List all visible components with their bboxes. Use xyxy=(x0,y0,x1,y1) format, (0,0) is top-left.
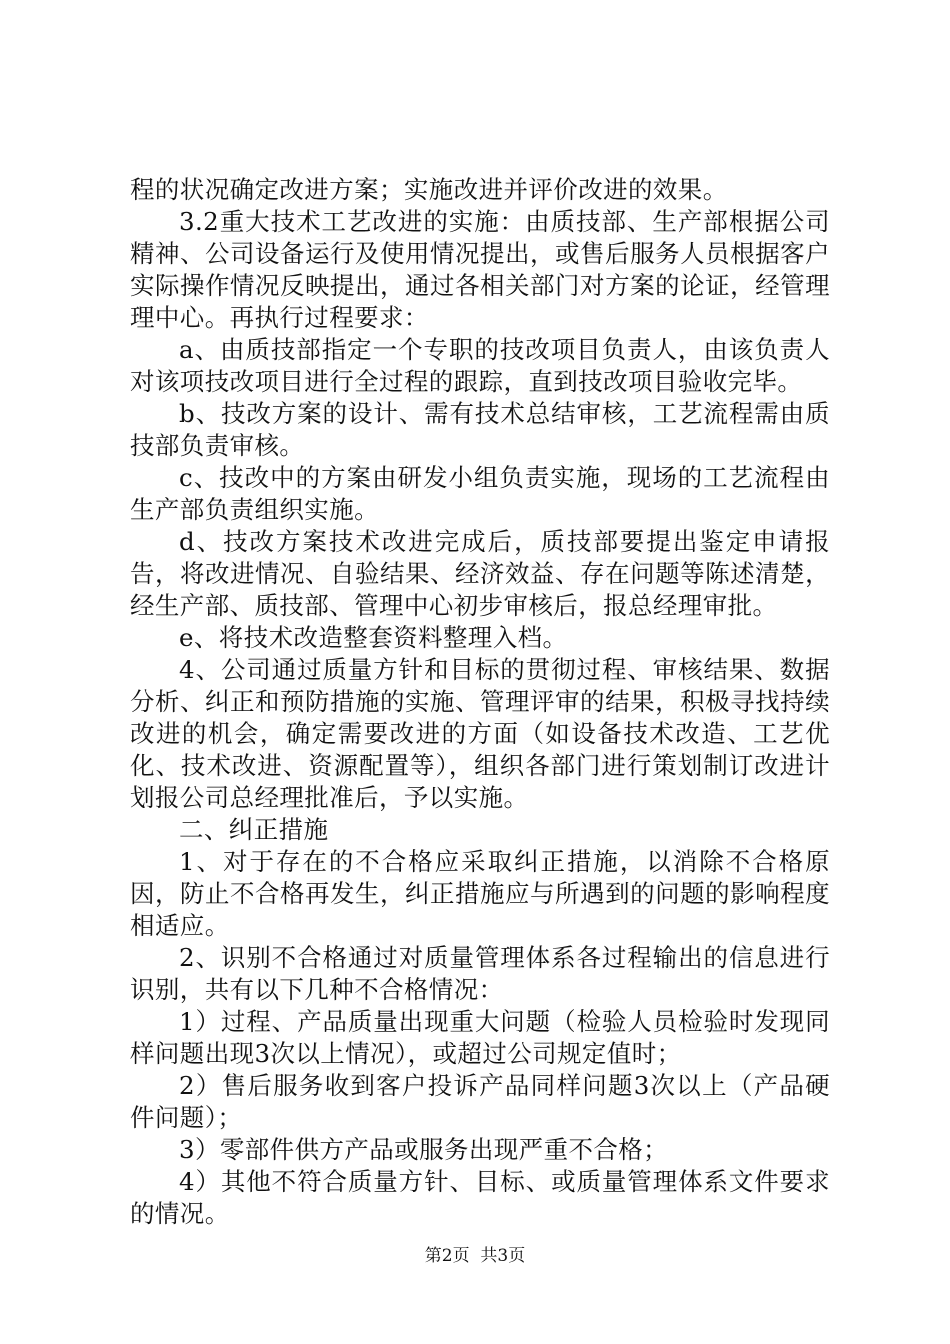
list-item-nonconformity-2: 2）售后服务收到客户投诉产品同样问题3次以上（产品硬件问题）； xyxy=(130,1071,830,1132)
paragraph-3-2-major-improvement: 3.2重大技术工艺改进的实施：由质技部、生产部根据公司精神、公司设备运行及使用情况提出，或售后服务人员根据客户实际操作情况反映提出，通过各相关部门对方案的论证，经管理理中心。再执行过程要求： xyxy=(130,207,830,332)
paragraph-item-c: c、技改中的方案由研发小组负责实施，现场的工艺流程由生产部负责组织实施。 xyxy=(130,463,830,524)
list-item-nonconformity-1: 1）过程、产品质量出现重大问题（检验人员检验时发现同样问题出现3次以上情况），或超过公司规定值时； xyxy=(130,1007,830,1068)
paragraph-item-a: a、由质技部指定一个专职的技改项目负责人，由该负责人对该项技改项目进行全过程的跟踪，直到技改项目验收完毕。 xyxy=(130,335,830,396)
paragraph-4-continuous-improvement: 4、公司通过质量方针和目标的贯彻过程、审核结果、数据分析、纠正和预防措施的实施、管理评审的结果，积极寻找持续改进的机会，确定需要改进的方面（如设备技术改造、工艺优化、技术改进、资源配置等），组织各部门进行策划制订改进计划报公司总经理批准后，予以实施。 xyxy=(130,655,830,812)
section-heading-corrective-actions: 二、纠正措施 xyxy=(179,815,329,844)
paragraph-continuation: 程的状况确定改进方案；实施改进并评价改进的效果。 xyxy=(130,175,728,204)
document-body xyxy=(130,174,830,1230)
paragraph-corrective-2: 2、识别不合格通过对质量管理体系各过程输出的信息进行识别，共有以下几种不合格情况： xyxy=(130,943,830,1004)
page-number-footer: 第2页 共3页 xyxy=(424,1246,526,1266)
paragraph-corrective-1: 1、对于存在的不合格应采取纠正措施，以消除不合格原因，防止不合格再发生，纠正措施应与所遇到的问题的影响程度相适应。 xyxy=(130,847,830,940)
list-item-nonconformity-3: 3）零部件供方产品或服务出现严重不合格； xyxy=(179,1135,669,1164)
paragraph-item-d: d、技改方案技术改进完成后，质技部要提出鉴定申请报告，将改进情况、自验结果、经济效益、存在问题等陈述清楚，经生产部、质技部、管理中心初步审核后，报总经理审批。 xyxy=(130,527,830,620)
list-item-nonconformity-4: 4）其他不符合质量方针、目标、或质量管理体系文件要求的情况。 xyxy=(130,1167,830,1228)
paragraph-item-b: b、技改方案的设计、需有技术总结审核，工艺流程需由质技部负责审核。 xyxy=(130,399,830,460)
paragraph-item-e: e、将技术改造整套资料整理入档。 xyxy=(179,623,568,652)
